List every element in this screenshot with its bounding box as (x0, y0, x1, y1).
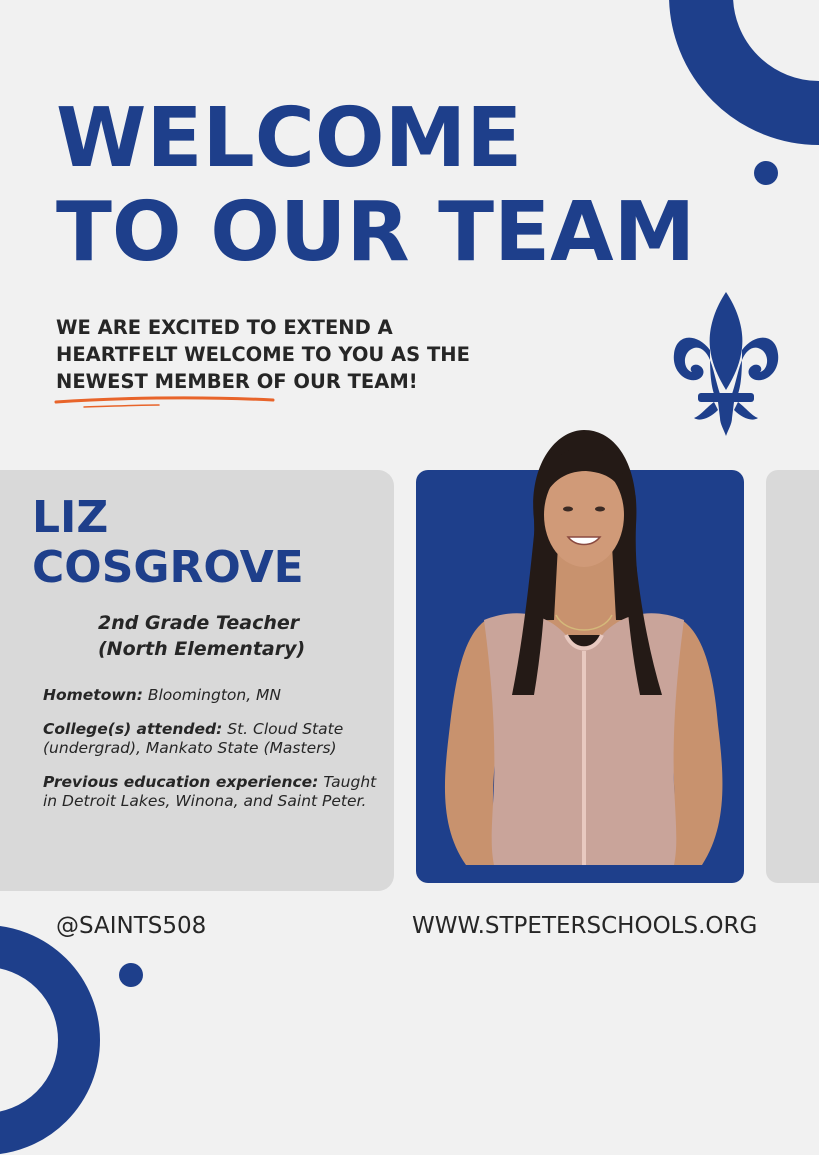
intro-text (56, 314, 526, 395)
headline (56, 92, 695, 280)
college-label: College(s) attended: (43, 719, 223, 738)
hometown-fact (43, 686, 383, 706)
headline-line-2: TO OUR TEAM (56, 185, 696, 280)
decorative-dot-top-right (754, 161, 778, 185)
role-line-1: 2nd Grade Teacher (98, 612, 300, 634)
website-link[interactable]: WWW.STPETERSCHOOLS.ORG (412, 913, 758, 939)
teacher-photo (416, 425, 744, 883)
experience-label: Previous education experience: (43, 772, 319, 791)
side-card (766, 470, 819, 883)
decorative-arc-bottom-left (0, 925, 100, 1155)
hometown-value: Bloomington, MN (147, 686, 282, 704)
college-fact (43, 720, 383, 759)
last-name: COSGROVE (32, 542, 304, 593)
teacher-role (98, 610, 305, 662)
role-line-2: (North Elementary) (98, 638, 306, 660)
brush-underline (54, 394, 276, 410)
experience-value: Taught in Detroit Lakes, Winona, and Saint Peter. (43, 772, 377, 810)
profile-facts (43, 686, 383, 826)
intro-line-3: NEWEST MEMBER OF OUR TEAM! (56, 370, 418, 393)
intro-line-1: WE ARE EXCITED TO EXTEND A (56, 316, 393, 339)
college-value: St. Cloud State (undergrad), Mankato State (Masters) (43, 719, 344, 757)
first-name: LIZ (32, 492, 109, 543)
experience-fact (43, 773, 383, 812)
social-handle: @SAINTS508 (56, 913, 207, 939)
headline-line-1: WELCOME (56, 91, 523, 186)
intro-line-2: HEARTFELT WELCOME TO YOU AS THE (56, 343, 470, 366)
decorative-dot-bottom-left (119, 963, 143, 987)
teacher-name (32, 493, 304, 593)
fleur-de-lis-icon (670, 290, 782, 440)
hometown-label: Hometown: (43, 686, 143, 704)
